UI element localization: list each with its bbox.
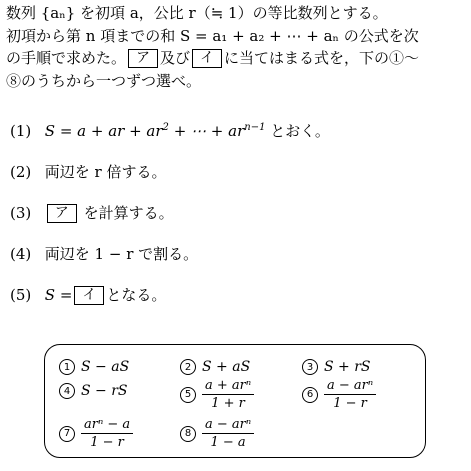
step-2-text: 両辺を r 倍する。	[44, 163, 167, 181]
intro-line-3-c: に当てはまる式を，下の①〜	[224, 49, 420, 67]
choice-number: 3	[302, 359, 318, 375]
choice-number: 8	[180, 426, 196, 442]
intro-line-4: ⑧のうちから一つずつ選べ。	[6, 71, 202, 90]
step-5-text: となる。	[106, 286, 167, 304]
step-1-exponent-a: 2	[162, 122, 169, 133]
fraction-denominator: 1 + r	[211, 396, 245, 411]
step-number: (4)	[10, 245, 32, 263]
choice-number: 2	[180, 359, 196, 375]
step-1-formula-b: + ⋯ + ar	[168, 122, 245, 140]
fraction-denominator: 1 − r	[333, 396, 367, 411]
step-4	[10, 241, 465, 282]
blank-a-box: ア	[47, 204, 77, 223]
intro-line-1: 数列 {aₙ} を初項 a，公比 r（≒ 1）の等比数列とする。	[6, 4, 388, 22]
choice-3	[302, 359, 371, 375]
choice-fraction	[202, 378, 254, 411]
fraction-numerator: a − arⁿ	[202, 417, 254, 434]
choice-7	[59, 417, 133, 450]
answer-choices-box	[44, 344, 426, 458]
intro-line-2: 初項から第 n 項までの和 S = a₁ + a₂ + ⋯ + aₙ の公式を次	[6, 26, 419, 45]
step-1-text: とおく。	[265, 122, 330, 140]
blank-i-box: イ	[192, 49, 222, 68]
choice-fraction	[81, 417, 133, 450]
choice-1	[59, 359, 129, 375]
step-3	[10, 200, 465, 241]
intro-line-3-b: 及び	[160, 49, 191, 67]
choice-5	[180, 378, 254, 411]
step-number: (1)	[10, 122, 32, 140]
choice-number: 6	[302, 387, 318, 403]
fraction-denominator: 1 − a	[210, 435, 246, 450]
step-5-formula: S =	[44, 286, 73, 304]
intro-line-3	[6, 47, 468, 70]
step-4-text: 両辺を 1 − r で割る。	[44, 245, 199, 263]
choice-number: 1	[59, 359, 75, 375]
choice-expression: S − rS	[81, 383, 128, 399]
choice-expression: S − aS	[81, 359, 130, 375]
choice-fraction	[202, 417, 254, 450]
choice-2	[180, 359, 250, 375]
step-5	[10, 282, 465, 323]
intro-line-3-a: の手順で求めた。	[6, 49, 127, 67]
step-1-exponent-b: n−1	[244, 122, 266, 133]
choice-8	[180, 417, 254, 450]
fraction-numerator: a − arⁿ	[324, 378, 376, 395]
choice-number: 4	[59, 383, 75, 399]
choice-number: 7	[59, 426, 75, 442]
blank-i-box: イ	[74, 286, 104, 305]
choice-6	[302, 378, 376, 411]
step-1	[10, 118, 465, 159]
choice-number: 5	[180, 387, 196, 403]
step-3-text: を計算する。	[83, 204, 174, 222]
blank-a-box: ア	[128, 49, 158, 68]
problem-statement	[6, 2, 468, 92]
choice-4	[59, 383, 128, 399]
step-2	[10, 159, 465, 200]
fraction-numerator: a + arⁿ	[202, 378, 254, 395]
fraction-denominator: 1 − r	[90, 435, 124, 450]
step-1-formula-a: S = a + ar + ar	[44, 122, 163, 140]
step-number: (3)	[10, 204, 32, 222]
choice-expression: S + rS	[324, 359, 371, 375]
procedure-steps	[10, 118, 465, 323]
choice-expression: S + aS	[202, 359, 251, 375]
choice-fraction	[324, 378, 376, 411]
fraction-numerator: arⁿ − a	[81, 417, 133, 434]
step-number: (5)	[10, 286, 32, 304]
step-number: (2)	[10, 163, 32, 181]
